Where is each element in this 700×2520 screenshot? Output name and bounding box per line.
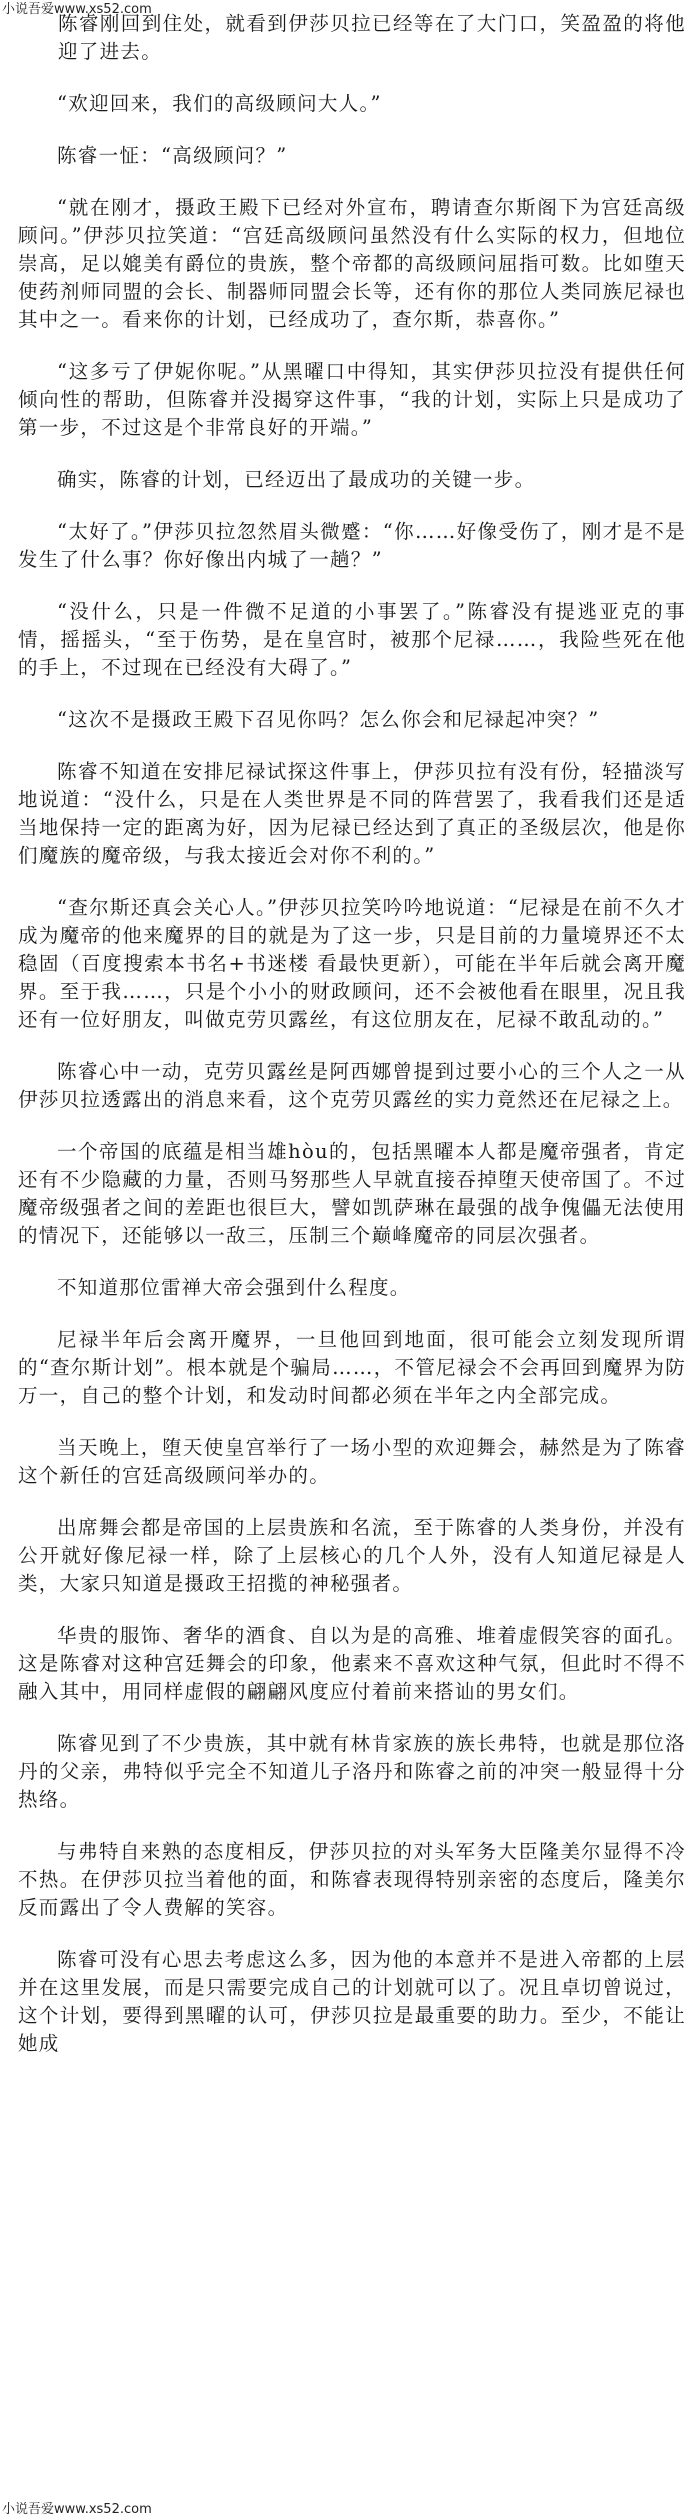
paragraph-19: 陈睿见到了不少贵族，其中就有林肯家族的族长弗特，也就是那位洛丹的父亲，弗特似乎完全不知道儿子洛丹和陈睿之前的冲突一般显得十分热络。 xyxy=(18,1732,686,1811)
paragraph-2: “欢迎回来，我们的高级顾问大人。” xyxy=(57,92,382,115)
paragraph-15: 尼禄半年后会离开魔界，一旦他回到地面，很可能会立刻发现所谓的“查尔斯计划”。根本就是个骗局……，不管尼禄会不会再回到魔界为防万一，自己的整个计划，和发动时间都必须在半年之内全部完成。 xyxy=(18,1328,686,1407)
paragraph-4: “就在刚才，摄政王殿下已经对外宣布，聘请查尔斯阁下为宫廷高级顾问。”伊莎贝拉笑道：“宫廷高级顾问虽然没有什么实际的权力，但地位崇高，足以媲美有爵位的贵族，整个帝都的高级顾问屈指可数。比如堕天使药剂师同盟的会长、制器师同盟会长等，还有你的那位人类同族尼禄也其中之一。看来你的计划，已经成功了，查尔斯，恭喜你。” xyxy=(18,196,686,331)
paragraph-6: 确实，陈睿的计划，已经迈出了最成功的关键一步。 xyxy=(57,468,536,491)
paragraph-7: “太好了。”伊莎贝拉忽然眉头微蹙：“你……好像受伤了，刚才是不是发生了什么事？你好像出内城了一趟？” xyxy=(18,520,686,571)
site-watermark-bottom: 小说吾爱www.xs52.com xyxy=(2,2502,152,2517)
paragraph-14: 不知道那位雷禅大帝会强到什么程度。 xyxy=(57,1276,411,1299)
paragraph-21: 陈睿可没有心思去考虑这么多，因为他的本意并不是进入帝都的上层并在这里发展，而是只需要完成自己的计划就可以了。况且卓切曾说过，这个计划，要得到黑曜的认可，伊莎贝拉是最重要的助力。至少，不能让她成 xyxy=(18,1948,686,2055)
paragraph-17: 出席舞会都是帝国的上层贵族和名流，至于陈睿的人类身份，并没有公开就好像尼禄一样，除了上层核心的几个人外，没有人知道尼禄是人类，大家只知道是摄政王招揽的神秘强者。 xyxy=(18,1516,686,1595)
paragraph-16: 当天晚上，堕天使皇宫举行了一场小型的欢迎舞会，赫然是为了陈睿这个新任的宫廷高级顾问举办的。 xyxy=(18,1436,686,1487)
paragraph-10: 陈睿不知道在安排尼禄试探这件事上，伊莎贝拉有没有份，轻描淡写地说道：“没什么，只是在人类世界是不同的阵营罢了，我看我们还是适当地保持一定的距离为好，因为尼禄已经达到了真正的圣级层次，他是你们魔族的魔帝级，与我太接近会对你不利的。” xyxy=(18,760,686,867)
paragraph-8: “没什么，只是一件微不足道的小事罢了。”陈睿没有提逃亚克的事情，摇摇头，“至于伤势，是在皇宫时，被那个尼禄……，我险些死在他的手上，不过现在已经没有大碍了。” xyxy=(18,600,686,679)
paragraph-20: 与弗特自来熟的态度相反，伊莎贝拉的对头军务大臣隆美尔显得不冷不热。在伊莎贝拉当着他的面，和陈睿表现得特别亲密的态度后，隆美尔反而露出了令人费解的笑容。 xyxy=(18,1840,686,1919)
paragraph-5: “这多亏了伊妮你呢。”从黑曜口中得知，其实伊莎贝拉没有提供任何倾向性的帮助，但陈睿并没揭穿这件事，“我的计划，实际上只是成功了第一步，不过这是个非常良好的开端。” xyxy=(18,360,686,439)
paragraph-11: “查尔斯还真会关心人。”伊莎贝拉笑吟吟地说道：“尼禄是在前不久才成为魔帝的他来魔界的目的就是为了这一步，只是目前的力量境界还不太稳固（百度搜索本书名+书迷楼 看最快更新），可能在半年后就会离开魔界。至于我……，只是个小小的财政顾问，还不会被他看在眼里，况且我还有一位好朋友，叫做克劳贝露丝，有这位朋友在，尼禄不敢乱动的。” xyxy=(18,896,686,1031)
paragraph-12: 陈睿心中一动，克劳贝露丝是阿西娜曾提到过要小心的三个人之一从伊莎贝拉透露出的消息来看，这个克劳贝露丝的实力竟然还在尼禄之上。 xyxy=(18,1060,686,1111)
site-watermark-top: 小说吾爱www.xs52.com xyxy=(2,2,152,17)
paragraph-3: 陈睿一怔：“高级顾问？” xyxy=(57,144,288,167)
paragraph-9: “这次不是摄政王殿下召见你吗？怎么你会和尼禄起冲突？” xyxy=(57,708,600,731)
paragraph-1: 陈睿刚回到住处，就看到伊莎贝拉已经等在了大门口，笑盈盈的将他迎了进去。 xyxy=(58,12,686,63)
paragraph-13: 一个帝国的底蕴是相当雄hòu的，包括黑曜本人都是魔帝强者，肯定还有不少隐藏的力量，否则马努那些人早就直接吞掉堕天使帝国了。不过魔帝级强者之间的差距也很巨大，譬如凯萨琳在最强的战争傀儡无法使用的情况下，还能够以一敌三，压制三个巅峰魔帝的同层次强者。 xyxy=(18,1140,686,1247)
paragraph-18: 华贵的服饰、奢华的酒食、自以为是的高雅、堆着虚假笑容的面孔。这是陈睿对这种宫廷舞会的印象，他素来不喜欢这种气氛，但此时不得不融入其中，用同样虚假的翩翩风度应付着前来搭讪的男女们。 xyxy=(18,1624,686,1703)
